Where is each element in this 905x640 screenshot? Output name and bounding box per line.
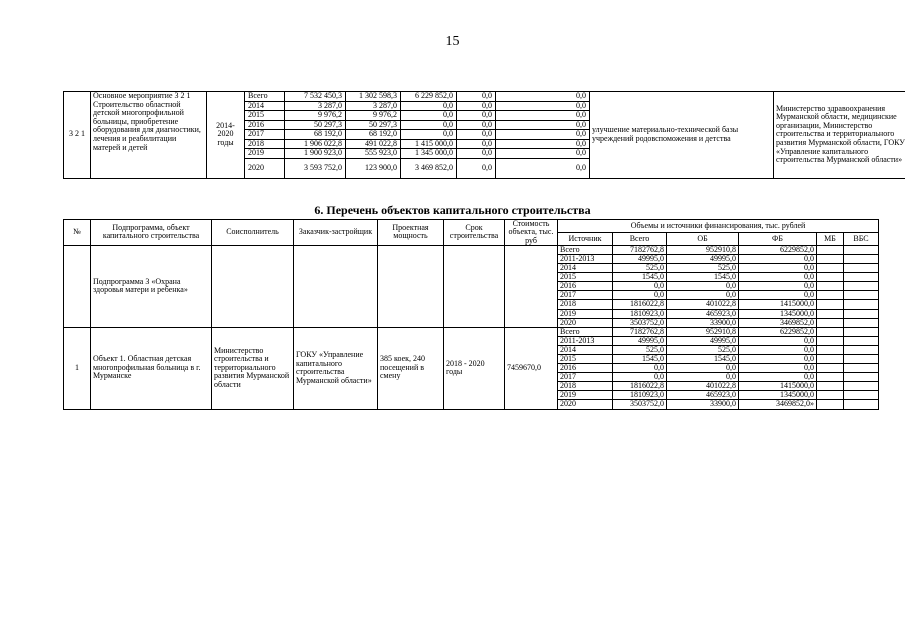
- funding-source: 2020: [558, 400, 613, 409]
- measure-mb: 0,0: [457, 149, 496, 159]
- measure-ob: 50 297,3: [346, 120, 401, 130]
- measure-total: 3 593 752,0: [285, 158, 346, 178]
- funding-vbs: [844, 373, 879, 382]
- funding-total: 7182762,8: [613, 245, 667, 254]
- object-coexecutor: Министерство строительства и территориального развития Мурманской области: [212, 327, 294, 409]
- funding-fb: 3469852,0»: [739, 400, 817, 409]
- object-customer: [294, 245, 378, 327]
- col-num-header: №: [64, 220, 91, 246]
- measure-mb: 0,0: [457, 101, 496, 111]
- funding-total: 3503752,0: [613, 318, 667, 327]
- measure-ob: 68 192,0: [346, 130, 401, 140]
- page-number: 15: [445, 34, 460, 49]
- funding-ob: 525,0: [667, 264, 739, 273]
- funding-source: 2015: [558, 355, 613, 364]
- measure-year: 2016: [245, 120, 285, 130]
- funding-source: Всего: [558, 327, 613, 336]
- col-fb-header: ФБ: [739, 232, 817, 245]
- funding-fb: 0,0: [739, 264, 817, 273]
- funding-vbs: [844, 309, 879, 318]
- funding-vbs: [844, 264, 879, 273]
- measure-fb: 1 345 000,0: [401, 149, 457, 159]
- funding-total: 1810923,0: [613, 309, 667, 318]
- capital-objects-table: [63, 219, 879, 410]
- funding-ob: 0,0: [667, 291, 739, 300]
- funding-mb: [817, 245, 844, 254]
- measure-result: улучшение материально-технической базы учреждений родовспоможения и детства: [590, 92, 774, 179]
- funding-vbs: [844, 327, 879, 336]
- col-mb-header: МБ: [817, 232, 844, 245]
- object-name: Объект 1. Областная детская многопрофильная больница в г. Мурманске: [91, 327, 212, 409]
- measure-ob: 123 900,0: [346, 158, 401, 178]
- funding-source: 2016: [558, 282, 613, 291]
- funding-source: 2016: [558, 364, 613, 373]
- col-customer-header: Заказчик-застройщик: [294, 220, 378, 246]
- object-cost: [505, 245, 558, 327]
- funding-source: 2015: [558, 273, 613, 282]
- measure-year: 2020: [245, 158, 285, 178]
- funding-source: 2011-2013: [558, 254, 613, 263]
- funding-total: 1810923,0: [613, 391, 667, 400]
- funding-ob: 0,0: [667, 373, 739, 382]
- measure-mb: 0,0: [457, 120, 496, 130]
- col-source-header: Источник: [558, 232, 613, 245]
- measure-total: 3 287,0: [285, 101, 346, 111]
- funding-fb: 1415000,0: [739, 382, 817, 391]
- measure-ob: 9 976,2: [346, 111, 401, 121]
- funding-total: 49995,0: [613, 336, 667, 345]
- section-title: 6. Перечень объектов капитального строительства: [314, 203, 591, 217]
- funding-mb: [817, 309, 844, 318]
- measure-fb: 1 415 000,0: [401, 139, 457, 149]
- col-ob-header: ОБ: [667, 232, 739, 245]
- measure-year: 2017: [245, 130, 285, 140]
- funding-ob: 401022,8: [667, 300, 739, 309]
- funding-ob: 952910,8: [667, 245, 739, 254]
- object-term: 2018 - 2020 годы: [444, 327, 505, 409]
- funding-total: 7182762,8: [613, 327, 667, 336]
- measure-ob: 555 923,0: [346, 149, 401, 159]
- measure-fb: 0,0: [401, 130, 457, 140]
- measure-fb: 0,0: [401, 111, 457, 121]
- funding-fb: 0,0: [739, 355, 817, 364]
- col-capacity-header: Проектная мощность: [378, 220, 444, 246]
- object-row: [64, 327, 879, 336]
- funding-ob: 525,0: [667, 345, 739, 354]
- funding-total: 1545,0: [613, 355, 667, 364]
- funding-mb: [817, 345, 844, 354]
- funding-mb: [817, 355, 844, 364]
- funding-ob: 0,0: [667, 282, 739, 291]
- funding-total: 49995,0: [613, 254, 667, 263]
- measure-mb: 0,0: [457, 139, 496, 149]
- funding-mb: [817, 364, 844, 373]
- funding-total: 0,0: [613, 364, 667, 373]
- funding-source: 2017: [558, 291, 613, 300]
- funding-fb: 0,0: [739, 282, 817, 291]
- measure-fb: 3 469 852,0: [401, 158, 457, 178]
- funding-fb: 3469852,0: [739, 318, 817, 327]
- measure-vbs: 0,0: [496, 139, 590, 149]
- funding-source: 2018: [558, 300, 613, 309]
- funding-fb: 0,0: [739, 291, 817, 300]
- object-cost: 7459670,0: [505, 327, 558, 409]
- measure-ob: 491 022,8: [346, 139, 401, 149]
- funding-vbs: [844, 345, 879, 354]
- funding-vbs: [844, 391, 879, 400]
- funding-fb: 1415000,0: [739, 300, 817, 309]
- funding-fb: 0,0: [739, 373, 817, 382]
- measure-vbs: 0,0: [496, 158, 590, 178]
- measure-vbs: 0,0: [496, 130, 590, 140]
- funding-source: 2014: [558, 264, 613, 273]
- funding-total: 1545,0: [613, 273, 667, 282]
- funding-ob: 952910,8: [667, 327, 739, 336]
- funding-ob: 401022,8: [667, 382, 739, 391]
- funding-vbs: [844, 400, 879, 409]
- funding-mb: [817, 382, 844, 391]
- measure-total: 9 976,2: [285, 111, 346, 121]
- col-cost-header: Стоимость объекта, тыс. руб: [505, 220, 558, 246]
- measure-vbs: 0,0: [496, 120, 590, 130]
- funding-source: 2011-2013: [558, 336, 613, 345]
- col-term-header: Срок строительства: [444, 220, 505, 246]
- funding-mb: [817, 264, 844, 273]
- measure-fb: 0,0: [401, 120, 457, 130]
- measure-table: [63, 91, 905, 179]
- measure-vbs: 0,0: [496, 92, 590, 102]
- measure-ob: 3 287,0: [346, 101, 401, 111]
- measure-total: 1 900 923,0: [285, 149, 346, 159]
- funding-mb: [817, 291, 844, 300]
- funding-ob: 33900,0: [667, 318, 739, 327]
- object-term: [444, 245, 505, 327]
- measure-year: 2019: [245, 149, 285, 159]
- object-capacity: [378, 245, 444, 327]
- measure-year: 2018: [245, 139, 285, 149]
- subprogram-row: [64, 245, 879, 254]
- funding-source: 2014: [558, 345, 613, 354]
- funding-mb: [817, 273, 844, 282]
- funding-mb: [817, 282, 844, 291]
- measure-vbs: 0,0: [496, 101, 590, 111]
- measure-name: Основное мероприятие 3 2 1 Строительство областной детской многопрофильной больницы, приобретение оборудования для диагностики, лечения и реабилитации матерей и детей: [91, 92, 207, 179]
- object-name: Подпрограмма 3 «Охрана здоровья матери и ребенка»: [91, 245, 212, 327]
- funding-mb: [817, 318, 844, 327]
- funding-fb: 0,0: [739, 254, 817, 263]
- measure-fb: 6 229 852,0: [401, 92, 457, 102]
- funding-fb: 0,0: [739, 364, 817, 373]
- funding-vbs: [844, 300, 879, 309]
- col-object-header: Подпрограмма, объект капитального строительства: [91, 220, 212, 246]
- measure-fb: 0,0: [401, 101, 457, 111]
- funding-total: 525,0: [613, 264, 667, 273]
- funding-total: 0,0: [613, 291, 667, 300]
- funding-vbs: [844, 355, 879, 364]
- funding-mb: [817, 300, 844, 309]
- measure-mb: 0,0: [457, 158, 496, 178]
- funding-total: 1816022,8: [613, 300, 667, 309]
- funding-mb: [817, 373, 844, 382]
- funding-source: 2017: [558, 373, 613, 382]
- measure-vbs: 0,0: [496, 149, 590, 159]
- col-vbs-header: ВБС: [844, 232, 879, 245]
- funding-ob: 49995,0: [667, 254, 739, 263]
- measure-mb: 0,0: [457, 111, 496, 121]
- funding-mb: [817, 400, 844, 409]
- funding-mb: [817, 327, 844, 336]
- measure-year: 2015: [245, 111, 285, 121]
- object-coexecutor: [212, 245, 294, 327]
- measure-total: 7 532 450,3: [285, 92, 346, 102]
- measure-ob: 1 302 598,3: [346, 92, 401, 102]
- funding-total: 0,0: [613, 373, 667, 382]
- funding-vbs: [844, 382, 879, 391]
- funding-vbs: [844, 364, 879, 373]
- funding-source: 2019: [558, 391, 613, 400]
- funding-vbs: [844, 282, 879, 291]
- funding-vbs: [844, 254, 879, 263]
- funding-fb: 6229852,0: [739, 327, 817, 336]
- funding-ob: 1545,0: [667, 355, 739, 364]
- measure-mb: 0,0: [457, 92, 496, 102]
- funding-ob: 465923,0: [667, 391, 739, 400]
- funding-mb: [817, 391, 844, 400]
- funding-fb: 0,0: [739, 273, 817, 282]
- funding-mb: [817, 336, 844, 345]
- funding-vbs: [844, 245, 879, 254]
- measure-period: 2014-2020 годы: [207, 92, 245, 179]
- measure-executors: Министерство здравоохранения Мурманской области, медицинские организации, Министерство строительства и территориального развития Мурманской области, ГОКУ «Управление капитального строительства Мурманской области»: [774, 92, 905, 179]
- object-capacity: 385 коек, 240 посещений в смену: [378, 327, 444, 409]
- measure-total: 1 906 022,8: [285, 139, 346, 149]
- measure-year: Всего: [245, 92, 285, 102]
- col-total-header: Всего: [613, 232, 667, 245]
- funding-source: Всего: [558, 245, 613, 254]
- object-num: [64, 245, 91, 327]
- funding-vbs: [844, 318, 879, 327]
- funding-ob: 465923,0: [667, 309, 739, 318]
- object-num: 1: [64, 327, 91, 409]
- funding-fb: 0,0: [739, 336, 817, 345]
- funding-fb: 1345000,0: [739, 391, 817, 400]
- measure-code: 3 2 1: [64, 92, 91, 179]
- funding-total: 1816022,8: [613, 382, 667, 391]
- measure-total: 50 297,3: [285, 120, 346, 130]
- measure-row: [64, 92, 905, 102]
- funding-mb: [817, 254, 844, 263]
- funding-source: 2018: [558, 382, 613, 391]
- funding-total: 3503752,0: [613, 400, 667, 409]
- funding-source: 2019: [558, 309, 613, 318]
- col-coexecutor-header: Соисполнитель: [212, 220, 294, 246]
- funding-ob: 49995,0: [667, 336, 739, 345]
- funding-fb: 0,0: [739, 345, 817, 354]
- funding-vbs: [844, 291, 879, 300]
- funding-total: 0,0: [613, 282, 667, 291]
- funding-source: 2020: [558, 318, 613, 327]
- header-row: [64, 220, 879, 233]
- funding-ob: 1545,0: [667, 273, 739, 282]
- measure-mb: 0,0: [457, 130, 496, 140]
- funding-fb: 1345000,0: [739, 309, 817, 318]
- funding-fb: 6229852,0: [739, 245, 817, 254]
- funding-ob: 33900,0: [667, 400, 739, 409]
- funding-vbs: [844, 273, 879, 282]
- object-customer: ГОКУ «Управление капитального строительства Мурманской области»: [294, 327, 378, 409]
- funding-ob: 0,0: [667, 364, 739, 373]
- funding-total: 525,0: [613, 345, 667, 354]
- measure-total: 68 192,0: [285, 130, 346, 140]
- measure-vbs: 0,0: [496, 111, 590, 121]
- measure-year: 2014: [245, 101, 285, 111]
- funding-vbs: [844, 336, 879, 345]
- col-funding-header: Объемы и источники финансирования, тыс. рублей: [558, 220, 879, 233]
